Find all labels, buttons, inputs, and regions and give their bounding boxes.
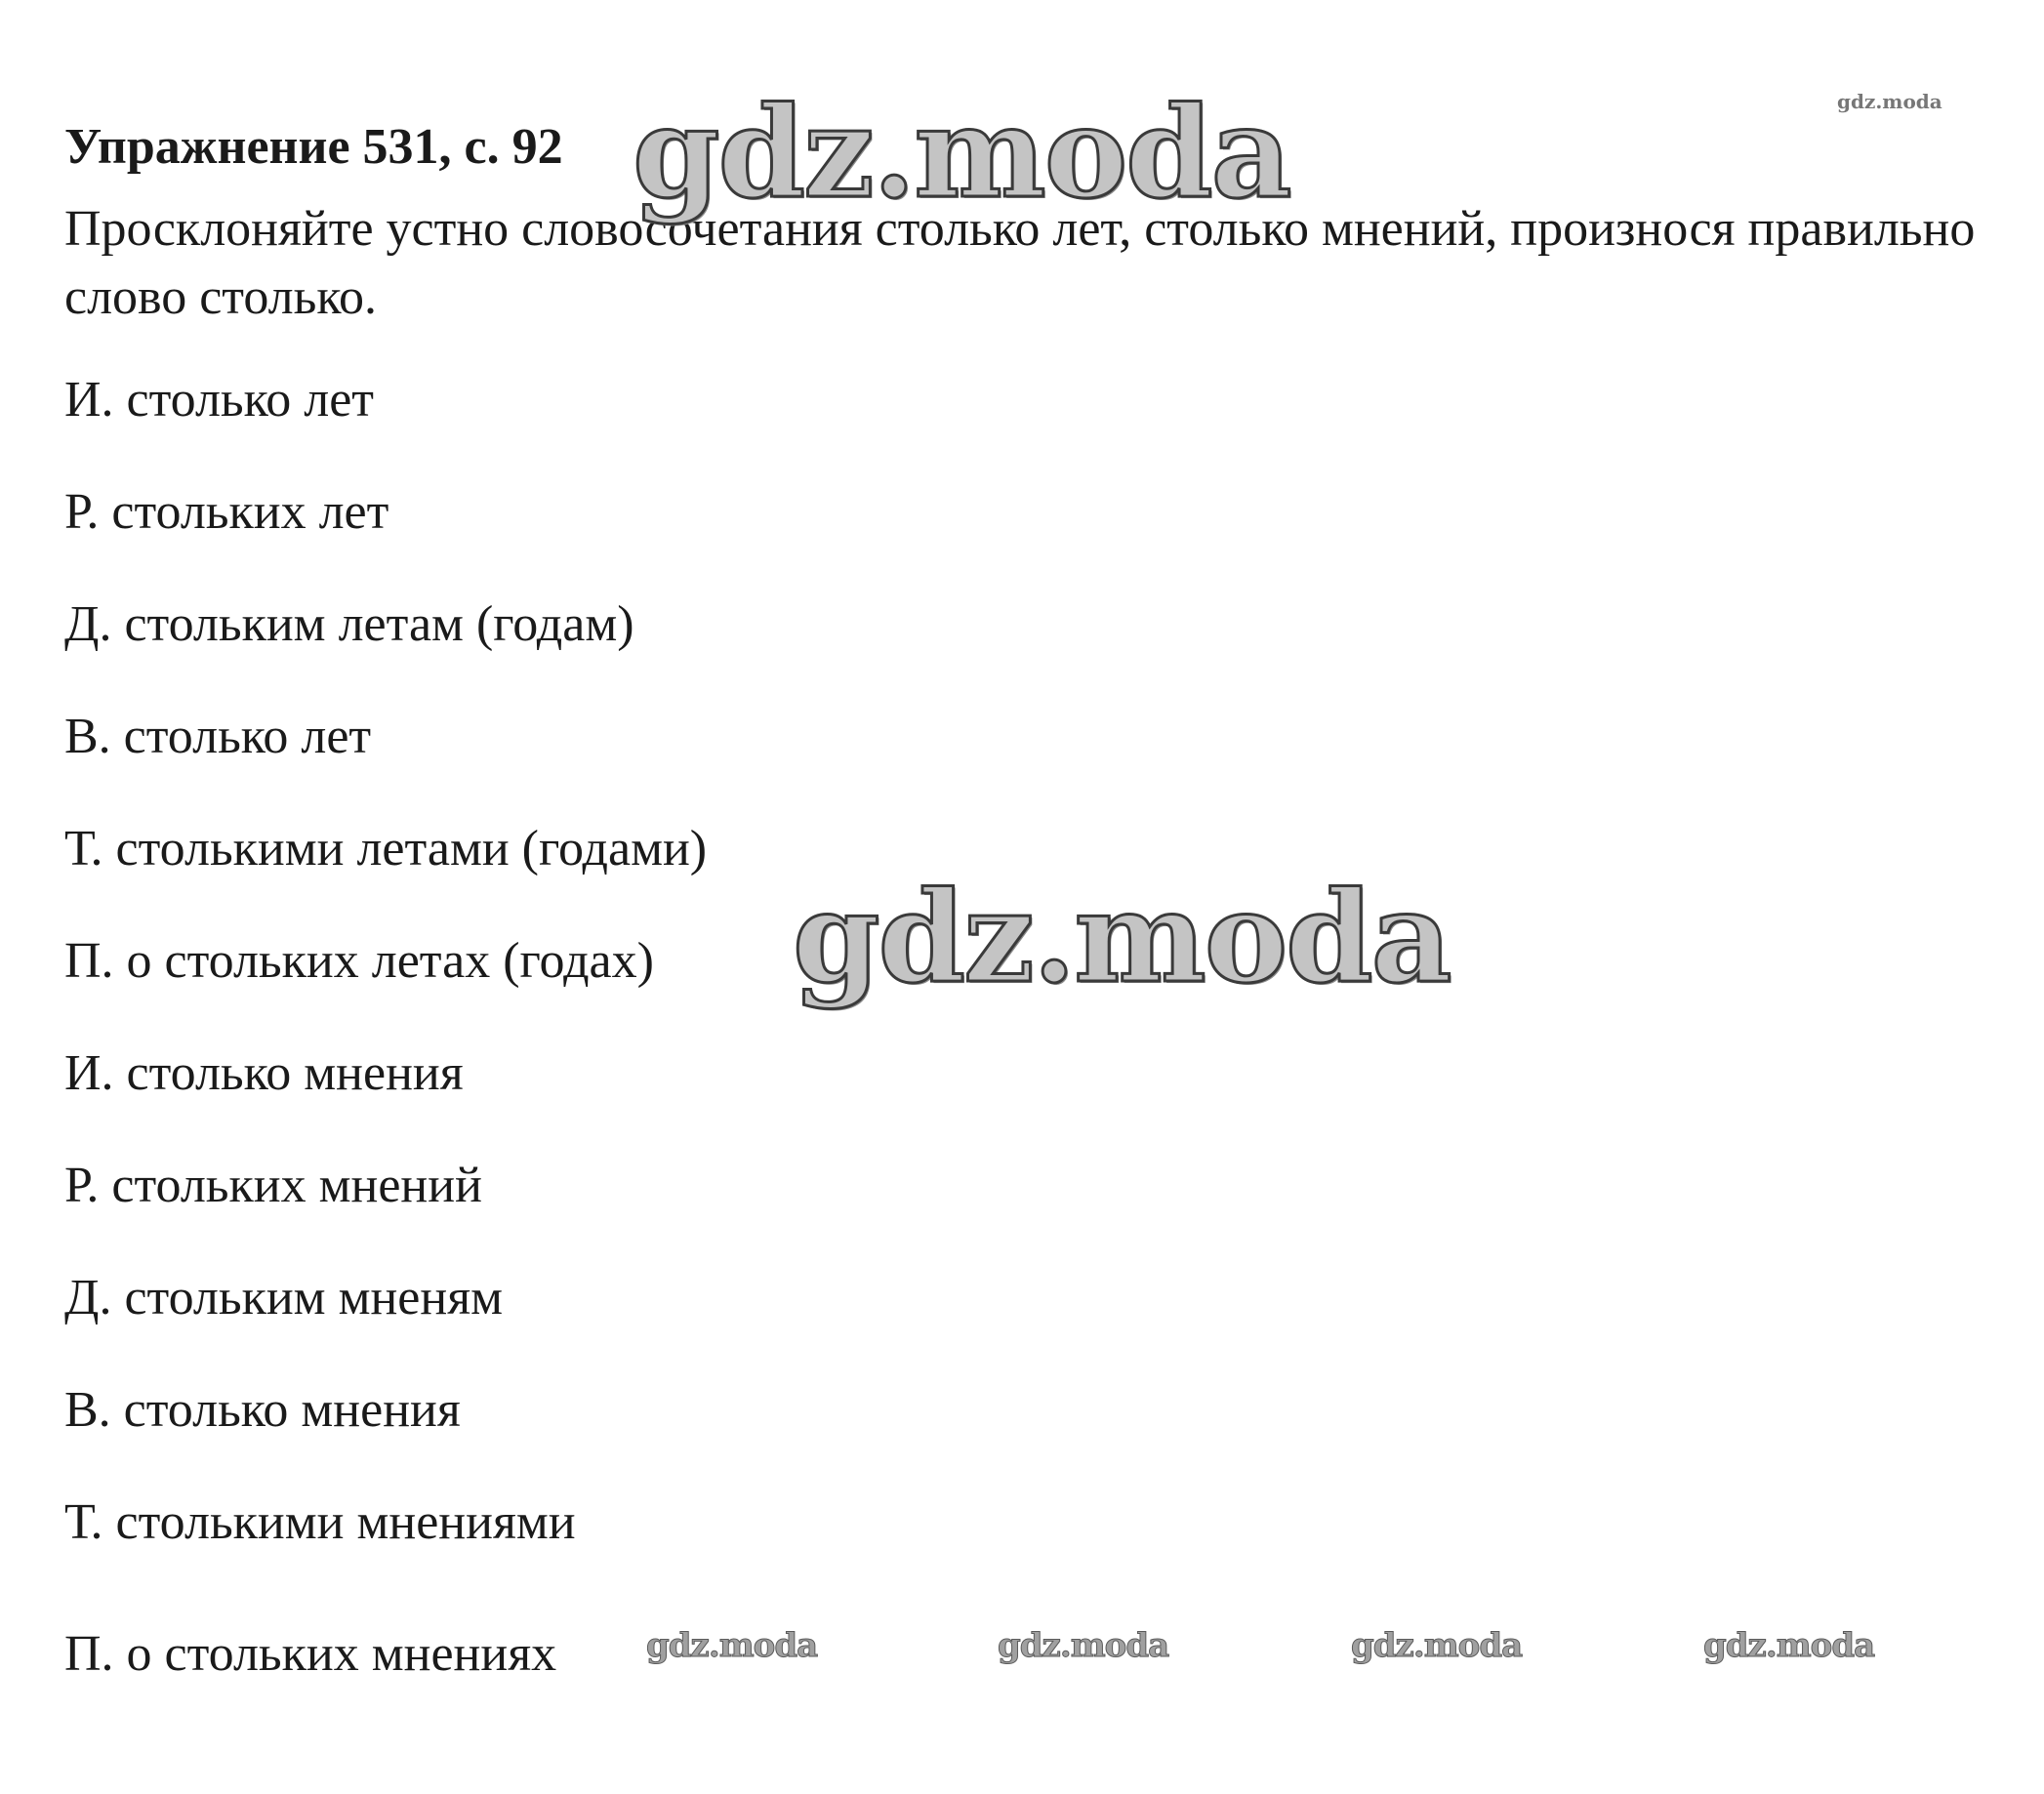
watermark-bottom: gdz.moda (998, 1626, 1169, 1665)
declension-row: Т. столькими летами (годами) (64, 821, 708, 877)
watermark-large-middle: gdz.moda (793, 865, 1451, 1011)
declension-row: И. столько мнения (64, 1045, 464, 1101)
declension-row: И. столько лет (64, 372, 375, 428)
declension-list (64, 371, 707, 1737)
declension-row: Д. стольким мненям (64, 1270, 504, 1325)
watermark-bottom: gdz.moda (1351, 1626, 1523, 1665)
watermark-tiny-corner: gdz.moda (1837, 90, 1942, 113)
declension-row: Т. столькими мнениями (64, 1494, 576, 1550)
declension-row: В. столько мнения (64, 1382, 461, 1438)
task-instruction (64, 195, 1978, 332)
declension-row: В. столько лет (64, 709, 372, 764)
declension-row: П. о стольких летах (годах) (64, 933, 654, 989)
watermark-bottom: gdz.moda (646, 1626, 818, 1665)
task-text: Просклоняйте устно словосочетания столько лет, столько мнений, произнося правильно слово столько. (64, 201, 1976, 325)
declension-row: Р. стольких лет (64, 484, 389, 540)
declension-row: Р. стольких мнений (64, 1158, 482, 1213)
watermark-bottom: gdz.moda (1703, 1626, 1875, 1665)
declension-row: П. о стольких мнениях (64, 1626, 557, 1682)
watermark-large-top: gdz.moda (633, 80, 1290, 226)
declension-row: Д. стольким летам (годам) (64, 596, 634, 652)
page-title: Упражнение 531, с. 92 (64, 118, 563, 175)
